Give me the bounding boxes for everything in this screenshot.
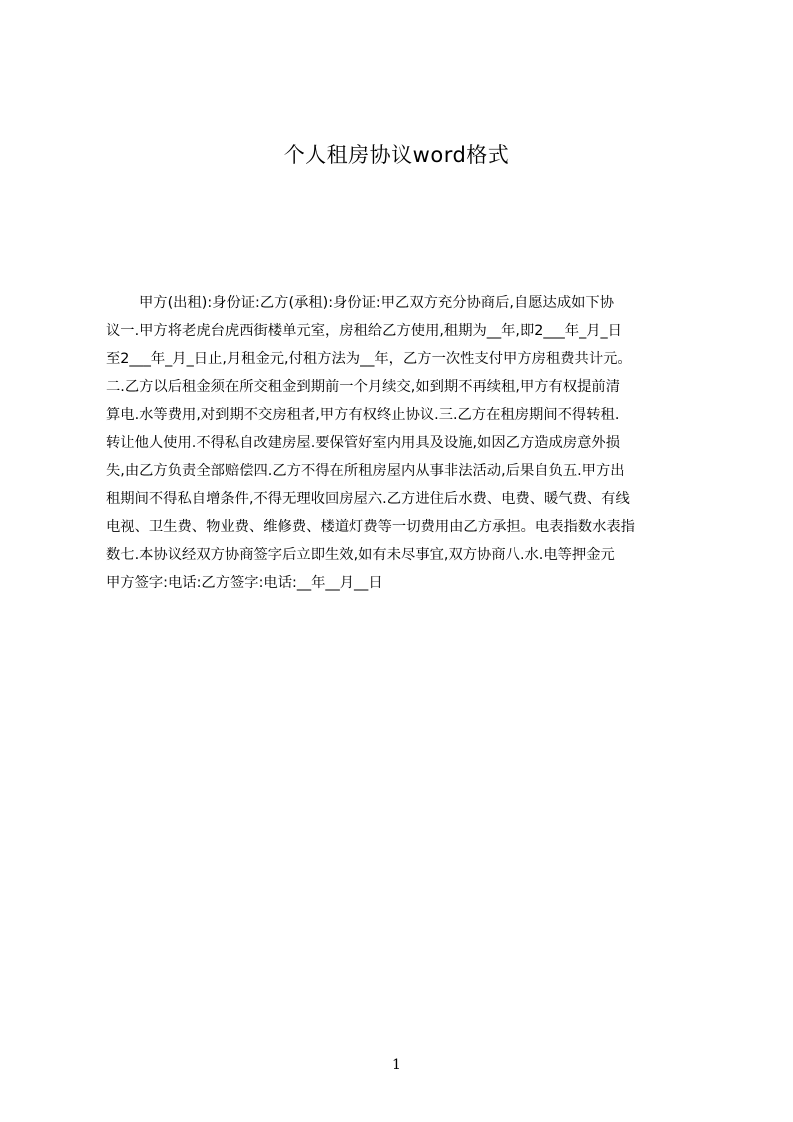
agreement-body [106,289,700,597]
body-line-7: 失,由乙方负责全部赔偿四.乙方不得在所租房屋内从事非法活动,后果自负五.甲方出 [106,463,625,479]
body-line-10: 数七.本协议经双方协商签字后立即生效,如有未尽事宜,双方协商八.水.电等押金元 [106,547,615,563]
body-line-11: 甲方签字:电话:乙方签字:电话:__年__月__日 [106,575,383,591]
body-line-6: 转让他人使用.不得私自改建房屋.要保管好室内用具及设施,如因乙方造成房意外损 [106,435,621,451]
body-line-1: 甲方(出租):身份证:乙方(承租):身份证:甲乙双方充分协商后,自愿达成如下协 [139,295,615,311]
body-line-4: 二.乙方以后租金须在所交租金到期前一个月续交,如到期不再续租,甲方有权提前清 [106,379,621,395]
body-line-3: 至2___年_月_日止,月租金元,付租方法为__年，乙方一次性支付甲方房租费共计元。 [106,351,632,367]
body-line-9: 电视、卫生费、物业费、维修费、楼道灯费等一切费用由乙方承担。电表指数水表指 [106,519,635,535]
body-line-8: 租期间不得私自增条件,不得无理收回房屋六.乙方进住后水费、电费、暖气费、有线 [106,491,630,507]
body-line-5: 算电.水等费用,对到期不交房租者,甲方有权终止协议.三.乙方在租房期间不得转租. [106,407,620,423]
document-title: 个人租房协议word格式 [283,143,510,167]
body-line-2: 议一.甲方将老虎台虎西街楼单元室，房租给乙方使用,租期为__年,即2___年_月_日 [106,323,622,339]
page-number: 1 [392,1057,401,1073]
